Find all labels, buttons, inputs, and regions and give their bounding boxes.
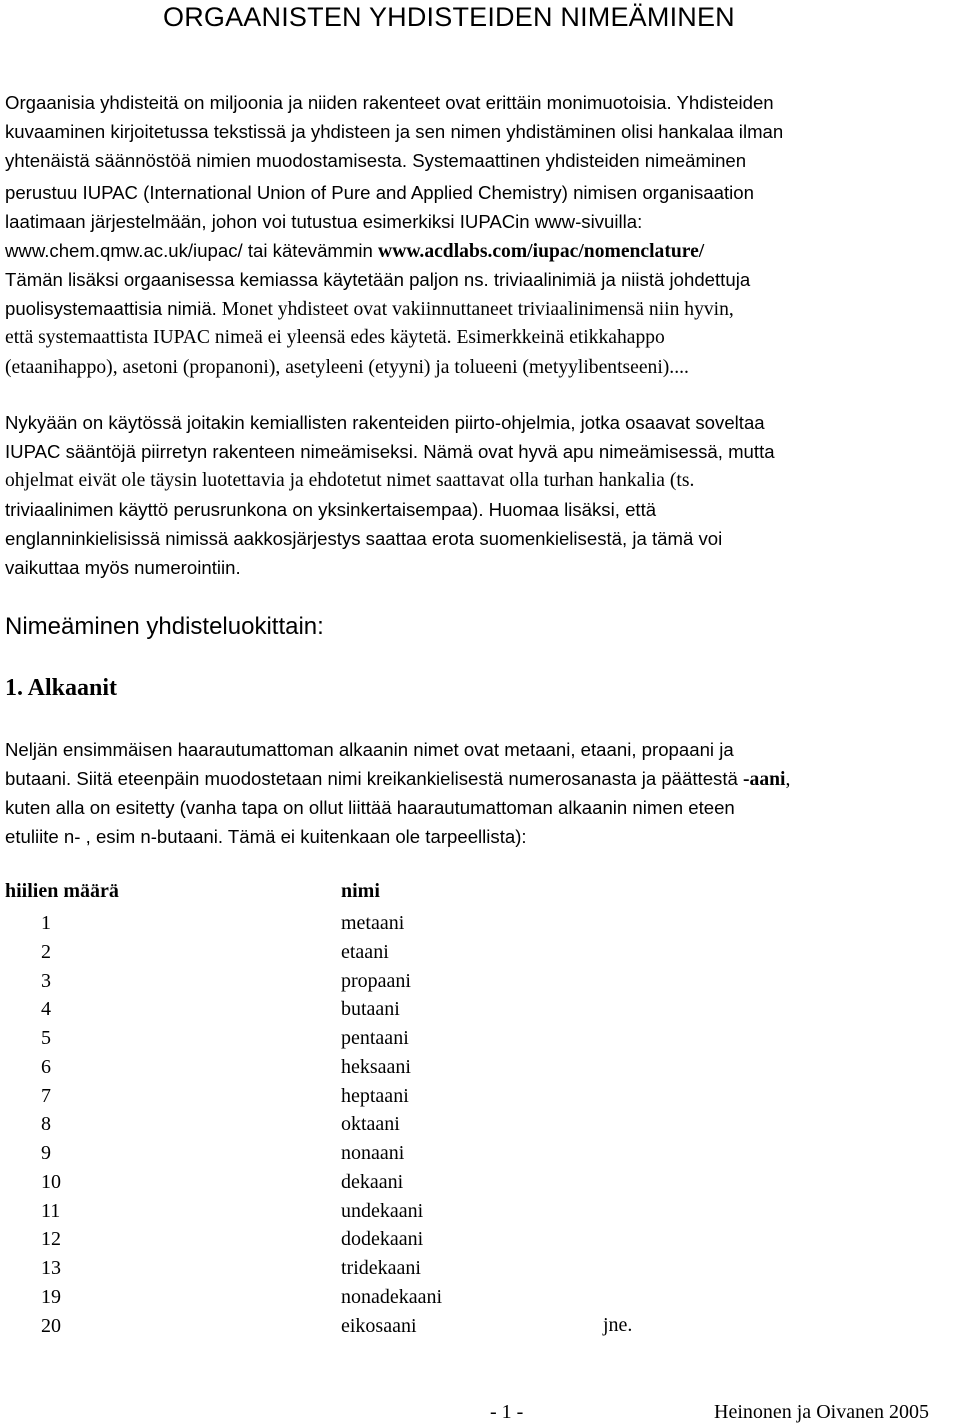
table-row [0, 995, 700, 1024]
text-span: ohjelmat eivät ole täysin luotettavia ja ehdotetut nimet saattavat olla turhan hankalia (ts. [5, 470, 695, 491]
text-span: Nämä ovat hyvä apu nimeämisessä, mutta [418, 441, 775, 462]
text-span: että systemaattista IUPAC nimeä ei yleensä edes käytetä. [5, 327, 452, 348]
text-line [5, 178, 754, 207]
text-span: Huomaa lisäksi, että [483, 499, 657, 520]
table-row [0, 1024, 700, 1053]
text-line [5, 495, 656, 525]
carbon-count: 9 [41, 1142, 51, 1164]
carbon-count: 10 [41, 1170, 61, 1193]
text-line [5, 117, 783, 146]
table-row [0, 1283, 700, 1312]
text-line [5, 437, 775, 467]
text-line [5, 822, 527, 851]
text-span: Neljän ensimmäisen haarautumattoman alkaanin nimet ovat metaani, etaani, propaani ja [5, 739, 734, 760]
alkane-name: heptaani [341, 1084, 409, 1107]
carbon-count: 13 [41, 1257, 61, 1279]
text-span: butaani. Siitä eteenpäin muodostetaan nimi kreikankielisestä numerosanasta ja päättestä [5, 768, 744, 789]
table-row [0, 967, 700, 996]
text-line [5, 466, 694, 495]
text-span: Orgaanisia yhdisteitä on miljoonia ja niiden rakenteet ovat erittäin monimuotoisia. Yhdisteiden [5, 92, 774, 113]
text-span: kuvaaminen kirjoitetussa tekstissä ja yhdisteen ja sen nimen yhdistäminen olisi hankalaa ilman [5, 121, 784, 142]
alkane-name: nonadekaani [341, 1285, 443, 1308]
table-row [0, 1254, 700, 1283]
table-suffix: jne. [603, 1314, 633, 1336]
alkane-name: dodekaani [341, 1228, 424, 1251]
text-span: (etaanihappo), asetoni (propanoni), asetyleeni (etyyni) ja tolueeni (metyylibentseeni).... [5, 357, 689, 378]
text-line [5, 88, 774, 117]
column-header-name: nimi [341, 880, 380, 902]
alkane-name: metaani [341, 912, 405, 934]
alkane-name: oktaani [341, 1113, 400, 1136]
carbon-count: 5 [41, 1027, 51, 1049]
table-row [0, 1053, 700, 1082]
text-span: Nykyään on käytössä joitakin kemiallisten rakenteiden piirto-ohjelmia, jotka osaavat soveltaa [5, 412, 765, 433]
text-line [5, 236, 704, 266]
table-row [0, 1197, 700, 1226]
suffix-bold: -aani [743, 769, 786, 790]
carbon-count: 20 [41, 1314, 61, 1337]
text-span: yhtenäistä säännöstöä nimien muodostamisesta. [5, 150, 408, 171]
carbon-count: 19 [41, 1285, 61, 1308]
alkane-name: heksaani [341, 1055, 411, 1078]
table-row [0, 1139, 700, 1168]
carbon-count: 3 [41, 969, 51, 992]
text-span: Esimerkkeinä etikkahappo [451, 327, 665, 348]
table-row [0, 1225, 700, 1254]
alkane-table [0, 909, 700, 1340]
text-line [5, 207, 642, 236]
carbon-count: 11 [41, 1199, 61, 1222]
alkane-name: pentaani [341, 1027, 409, 1049]
carbon-count: 4 [41, 998, 51, 1021]
text-span: puolisystemaattisia nimiä. [5, 298, 217, 319]
text-span: laatimaan järjestelmään, johon voi tutustua esimerkiksi IUPACin www-sivuilla: [5, 211, 643, 232]
text-span: IUPAC sääntöjä piirretyn rakenteen nimeämiseksi. [5, 441, 419, 462]
page-number: - 1 - [490, 1401, 524, 1423]
text-line [5, 764, 790, 794]
text-span: Systemaattinen yhdisteiden nimeäminen [407, 150, 747, 171]
table-row [0, 909, 700, 938]
text-line [5, 524, 722, 553]
text-span: englanninkielisissä nimissä aakkosjärjestys saattaa erota suomenkielisestä, ja tämä voi [5, 528, 723, 549]
alkane-name: nonaani [341, 1142, 405, 1164]
alkane-name: eikosaani [341, 1314, 417, 1337]
table-row [0, 1110, 700, 1139]
text-span: vaikuttaa myös numerointiin. [5, 557, 241, 578]
alkane-name: etaani [341, 940, 389, 963]
text-span: , [785, 769, 791, 790]
subsection-heading: 1. Alkaanit [5, 675, 118, 701]
carbon-count: 7 [41, 1084, 51, 1107]
text-line [5, 553, 241, 582]
carbon-count: 6 [41, 1055, 51, 1078]
text-span: Monet yhdisteet ovat vakiinnuttaneet triviaalinimensä niin hyvin, [216, 299, 734, 320]
text-span: triviaalinimiä ja niistä johdettuja [488, 269, 751, 290]
text-line [5, 353, 689, 382]
carbon-count: 2 [41, 940, 51, 963]
section-heading: Nimeäminen yhdisteluokittain: [5, 613, 324, 640]
alkane-name: butaani [341, 998, 400, 1021]
footer-authors: Heinonen ja Oivanen 2005 [714, 1401, 929, 1423]
alkane-name: tridekaani [341, 1257, 421, 1279]
url-link-text: www.acdlabs.com/iupac/nomenclature/ [378, 241, 705, 262]
text-line [5, 323, 665, 352]
text-line [5, 294, 734, 324]
alkane-name: undekaani [341, 1199, 424, 1222]
text-span: Tämän lisäksi orgaanisessa kemiassa käytetään paljon ns. [5, 269, 489, 290]
text-line [5, 735, 734, 764]
text-line [5, 146, 746, 176]
text-span: etuliite n- , esim n-butaani. Tämä ei kuitenkaan ole tarpeellista): [5, 826, 527, 847]
text-line [5, 265, 750, 295]
column-header-count: hiilien määrä [5, 880, 119, 902]
document-title: ORGAANISTEN YHDISTEIDEN NIMEÄMINEN [163, 2, 735, 32]
text-span: kuten alla on esitetty (vanha tapa on ollut liittää haarautumattoman alkaanin nimen eteen [5, 797, 735, 818]
table-row [0, 1168, 700, 1197]
text-span: www.chem.qmw.ac.uk/iupac/ tai kätevämmin [5, 240, 379, 261]
table-row [0, 1082, 700, 1111]
text-line [5, 793, 735, 822]
carbon-count: 12 [41, 1228, 61, 1251]
alkane-name: dekaani [341, 1170, 404, 1193]
text-span: perustuu IUPAC (International Union of Pure and Applied Chemistry) nimisen organisaation [5, 182, 754, 203]
carbon-count: 1 [41, 912, 51, 934]
alkane-name: propaani [341, 969, 411, 992]
text-span: triviaalinimen käyttö perusrunkona on yksinkertaisempaa). [5, 499, 484, 520]
text-line [5, 408, 765, 437]
table-row [0, 938, 700, 967]
table-row [0, 1312, 700, 1341]
carbon-count: 8 [41, 1113, 51, 1136]
